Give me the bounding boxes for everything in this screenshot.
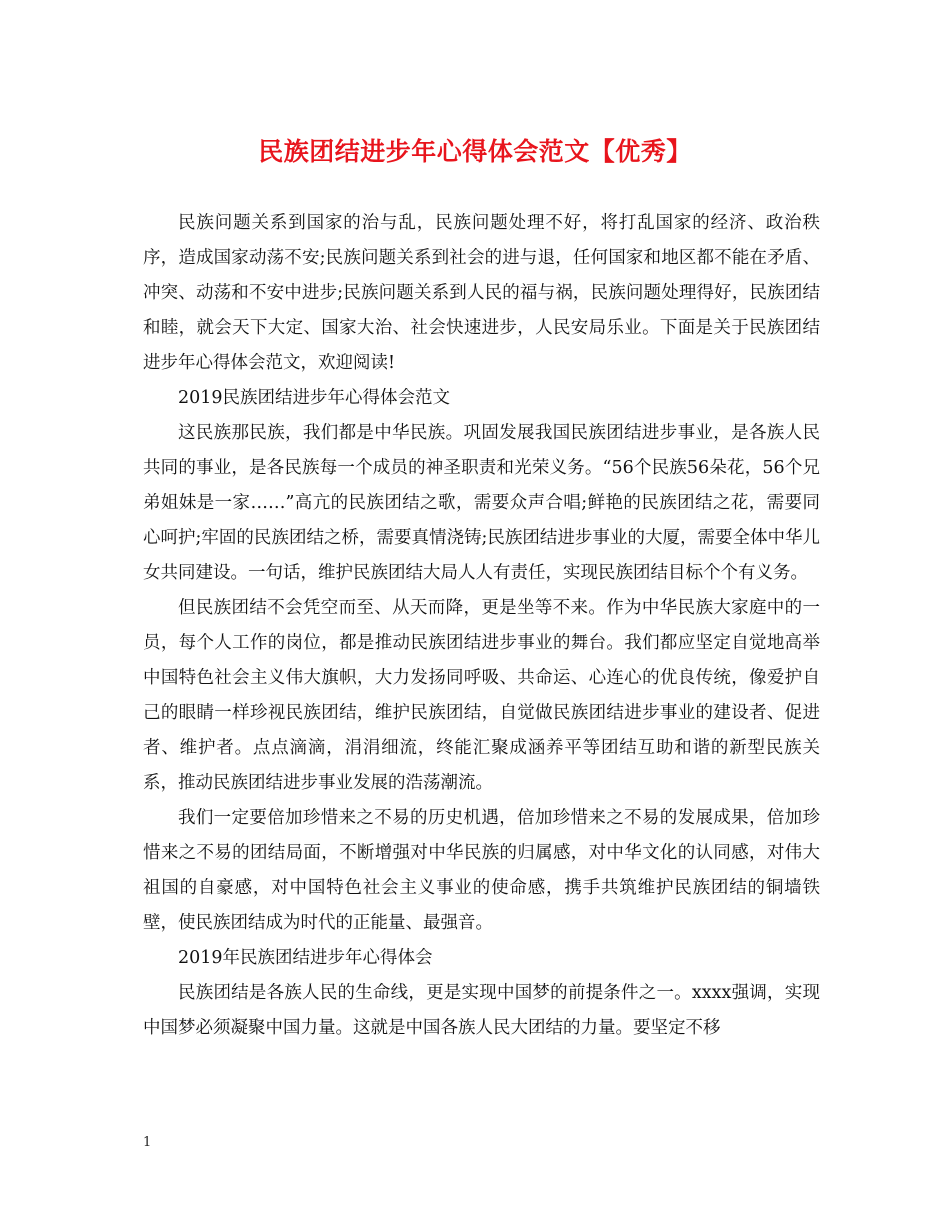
page-number: 1 — [143, 1135, 152, 1150]
section-heading: 2019民族团结进步年心得体会范文 — [178, 388, 451, 408]
section-heading: 2019年民族团结进步年心得体会 — [178, 948, 433, 968]
body-paragraph: 但民族团结不会凭空而至、从天而降，更是坐等不来。作为中华民族大家庭中的一员，每个人工作的岗位，都是推动民族团结进步事业的舞台。我们都应坚定自觉地高举中国特色社会主义伟大旗帜，大力发扬同呼吸、共命运、心连心的优良传统，像爱护自己的眼睛一样珍视民族团结，维护民族团结，自觉做民族团结进步事业的建设者、促进者、维护者。点点滴滴，涓涓细流，终能汇聚成涵养平等团结互助和谐的新型民族关系，推动民族团结进步事业发展的浩荡潮流。 — [143, 598, 820, 793]
document-title: 民族团结进步年心得体会范文【优秀】 — [258, 137, 692, 166]
body-paragraph: 这民族那民族，我们都是中华民族。巩固发展我国民族团结进步事业，是各族人民共同的事业，是各民族每一个成员的神圣职责和光荣义务。“56个民族56朵花，56个兄弟姐妹是一家……”高亢的民族团结之歌，需要众声合唱;鲜艳的民族团结之花，需要同心呵护;牢固的民族团结之桥，需要真情浇铸;民族团结进步事业的大厦，需要全体中华儿女共同建设。一句话，维护民族团结大局人人有责任，实现民族团结目标个个有义务。 — [143, 423, 820, 583]
intro-paragraph: 民族问题关系到国家的治与乱，民族问题处理不好，将打乱国家的经济、政治秩序，造成国家动荡不安;民族问题关系到社会的进与退，任何国家和地区都不能在矛盾、冲突、动荡和不安中进步;民族问题关系到人民的福与祸，民族问题处理得好，民族团结和睦，就会天下大定、国家大治、社会快速进步，人民安局乐业。下面是关于民族团结进步年心得体会范文，欢迎阅读! — [143, 213, 820, 373]
body-paragraph: 我们一定要倍加珍惜来之不易的历史机遇，倍加珍惜来之不易的发展成果，倍加珍惜来之不易的团结局面，不断增强对中华民族的归属感，对中华文化的认同感，对伟大祖国的自豪感，对中国特色社会主义事业的使命感，携手共筑维护民族团结的铜墙铁壁，使民族团结成为时代的正能量、最强音。 — [143, 808, 820, 933]
body-paragraph: 民族团结是各族人民的生命线，更是实现中国梦的前提条件之一。xxxx强调，实现中国梦必须凝聚中国力量。这就是中国各族人民大团结的力量。要坚定不移 — [143, 983, 820, 1038]
document-body — [143, 206, 820, 1046]
